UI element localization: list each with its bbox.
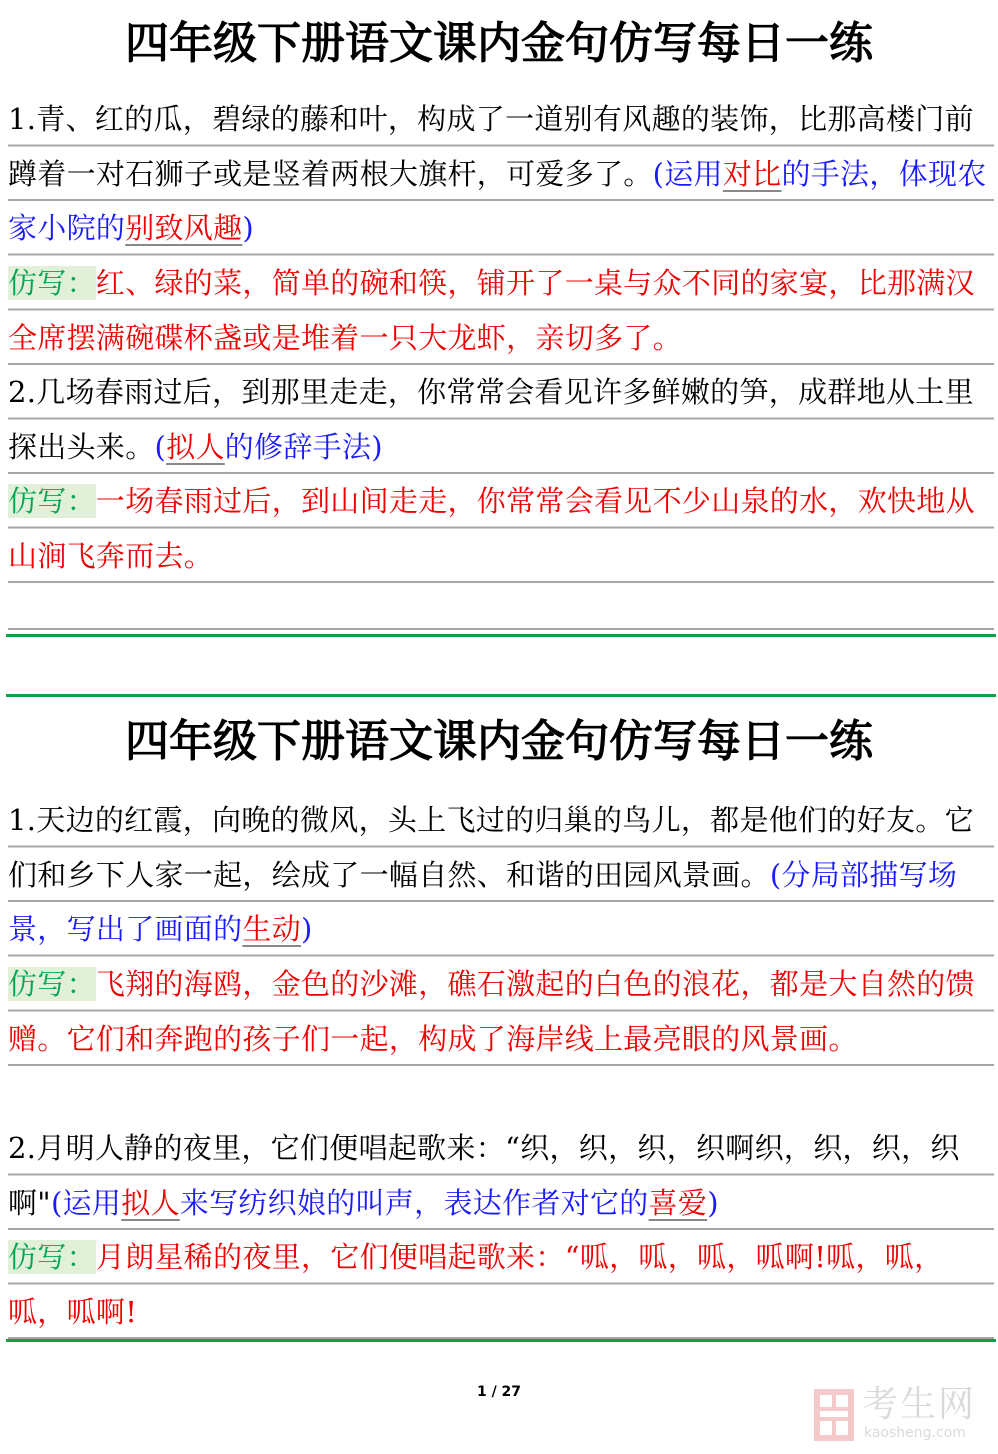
annotation-note: (运用对比的手法，体现农家小院的别致风趣) — [8, 156, 987, 245]
imitation-label: 仿写： — [8, 484, 96, 518]
original-sentence — [8, 1121, 994, 1230]
sentence-text: 1.青、红的瓜，碧绿的藤和叶，构成了一道别有风趣的装饰，比那高楼门前蹲着一对石狮子或是竖着两根大旗杆，可爱多了。 — [8, 102, 974, 191]
annotation-note: (拟人的修辞手法) — [154, 429, 383, 464]
watermark-text: 考生网 — [862, 1384, 977, 1425]
original-sentence — [8, 793, 994, 957]
imitation-label: 仿写： — [8, 266, 96, 300]
imitation-text: 月朗星稀的夜里，它们便唱起歌来：“呱，呱，呱，呱啊!呱，呱，呱，呱啊! — [8, 1240, 944, 1329]
page-number: 1 / 27 — [476, 1384, 522, 1400]
original-sentence — [8, 365, 994, 474]
imitation-text: 红、绿的菜，简单的碗和筷，铺开了一桌与众不同的家宴，比那满汉全席摆满碗碟杯盏或是堆着一只大龙虾，亲切多了。 — [8, 266, 975, 355]
imitation-label: 仿写： — [8, 1240, 96, 1274]
imitation-sentence — [8, 1230, 994, 1339]
kaosheng-logo-icon — [812, 1387, 856, 1443]
imitation-sentence — [8, 256, 994, 365]
original-sentence — [8, 92, 994, 256]
blank-line — [8, 628, 994, 630]
annotation-note: (分局部描写场景，写出了画面的生动) — [8, 857, 958, 946]
watermark-logo — [812, 1385, 988, 1447]
section-divider — [6, 694, 996, 697]
sentence-text: 2.几场春雨过后，到那里走走，你常常会看见许多鲜嫩的笋，成群地从土里探出头来。 — [8, 375, 974, 464]
annotation-note: (运用拟人来写纺织娘的叫声，表达作者对它的喜爱) — [50, 1185, 719, 1220]
watermark-url: kaosheng.com — [864, 1425, 966, 1441]
imitation-sentence — [8, 474, 994, 583]
section-divider — [6, 634, 996, 637]
imitation-label: 仿写： — [8, 967, 96, 1001]
section-divider — [6, 1339, 996, 1342]
imitation-text: 飞翔的海鸥，金色的沙滩，礁石激起的白色的浪花，都是大自然的馈赠。它们和奔跑的孩子们一起，构成了海岸线上最亮眼的风景画。 — [8, 967, 975, 1056]
page-title: 四年级下册语文课内金句仿写每日一练 — [125, 18, 873, 69]
imitation-text: 一场春雨过后，到山间走走，你常常会看见不少山泉的水，欢快地从山涧飞奔而去。 — [8, 484, 975, 573]
sentence-text: 1.天边的红霞，向晚的微风，头上飞过的归巢的鸟儿，都是他们的好友。它们和乡下人家一起，绘成了一幅自然、和谐的田园风景画。 — [8, 803, 974, 892]
imitation-sentence — [8, 957, 994, 1066]
page-title: 四年级下册语文课内金句仿写每日一练 — [125, 716, 873, 767]
sentence-text: 2.月明人静的夜里，它们便唱起歌来：“织，织，织，织啊织，织，织，织啊" — [8, 1131, 960, 1220]
